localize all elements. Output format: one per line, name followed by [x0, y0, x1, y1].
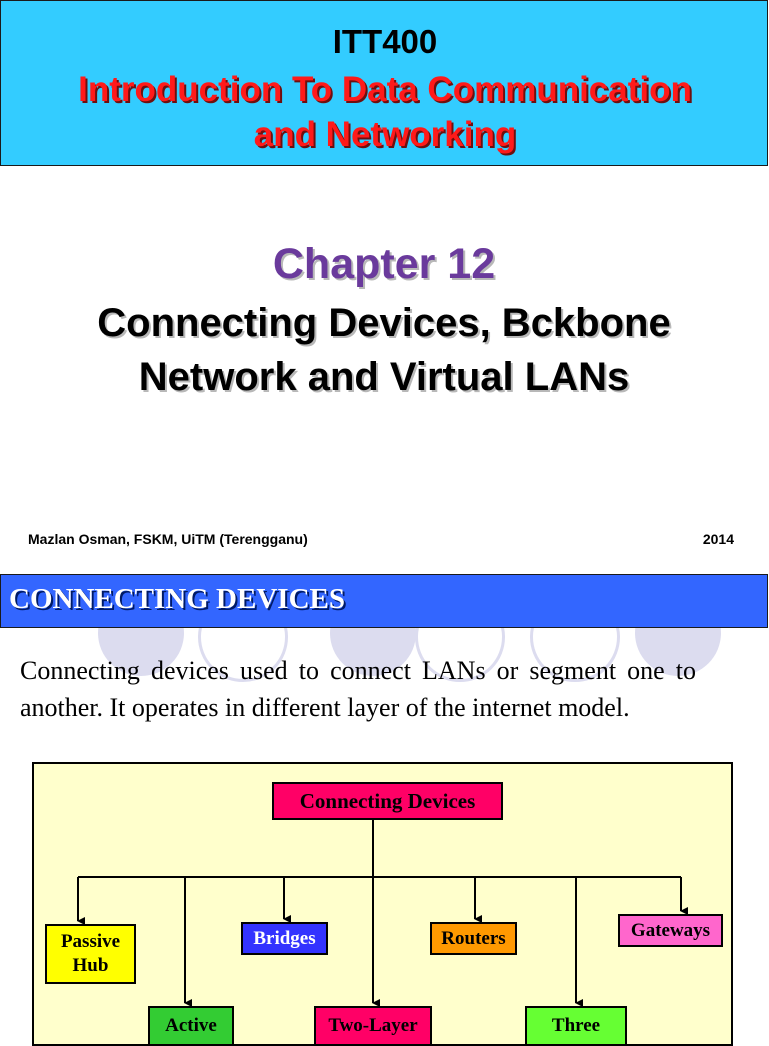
year-label: 2014: [702, 531, 734, 547]
node-gateways: Gateways: [618, 914, 723, 947]
chapter-title-line-1: Connecting Devices, Bckbone: [97, 301, 671, 345]
node-bridges: Bridges: [241, 922, 328, 955]
node-passive-hub-line-2: Hub: [72, 955, 109, 976]
chapter-number: Chapter 12: [272, 240, 496, 288]
node-active: Active: [148, 1006, 234, 1046]
node-two-layer: Two-Layer: [314, 1006, 432, 1046]
course-title-line-1: Introduction To Data Communication: [78, 70, 692, 109]
node-three: Three: [525, 1006, 627, 1046]
course-title: [21, 67, 749, 157]
course-code: ITT400: [332, 23, 438, 60]
course-title-line-2: and Networking: [253, 115, 517, 154]
node-passive-hub-line-1: Passive: [60, 931, 121, 952]
node-routers: Routers: [430, 922, 517, 955]
title-banner: [0, 0, 768, 166]
section-header-bar: [0, 574, 768, 628]
node-passive-hub: [45, 924, 136, 984]
connecting-devices-diagram: [32, 762, 733, 1046]
node-connecting-devices: Connecting Devices: [272, 782, 503, 820]
content-slide: [0, 566, 768, 1036]
author-credit: Mazlan Osman, FSKM, UiTM (Terengganu): [28, 531, 308, 547]
chapter-title-line-2: Network and Virtual LANs: [138, 355, 630, 399]
chapter-title: [14, 296, 754, 404]
body-paragraph: Connecting devices used to connect LANs or segment one to another. It operates in different layer of the internet model.: [20, 656, 696, 722]
section-header: CONNECTING DEVICES: [9, 583, 345, 615]
